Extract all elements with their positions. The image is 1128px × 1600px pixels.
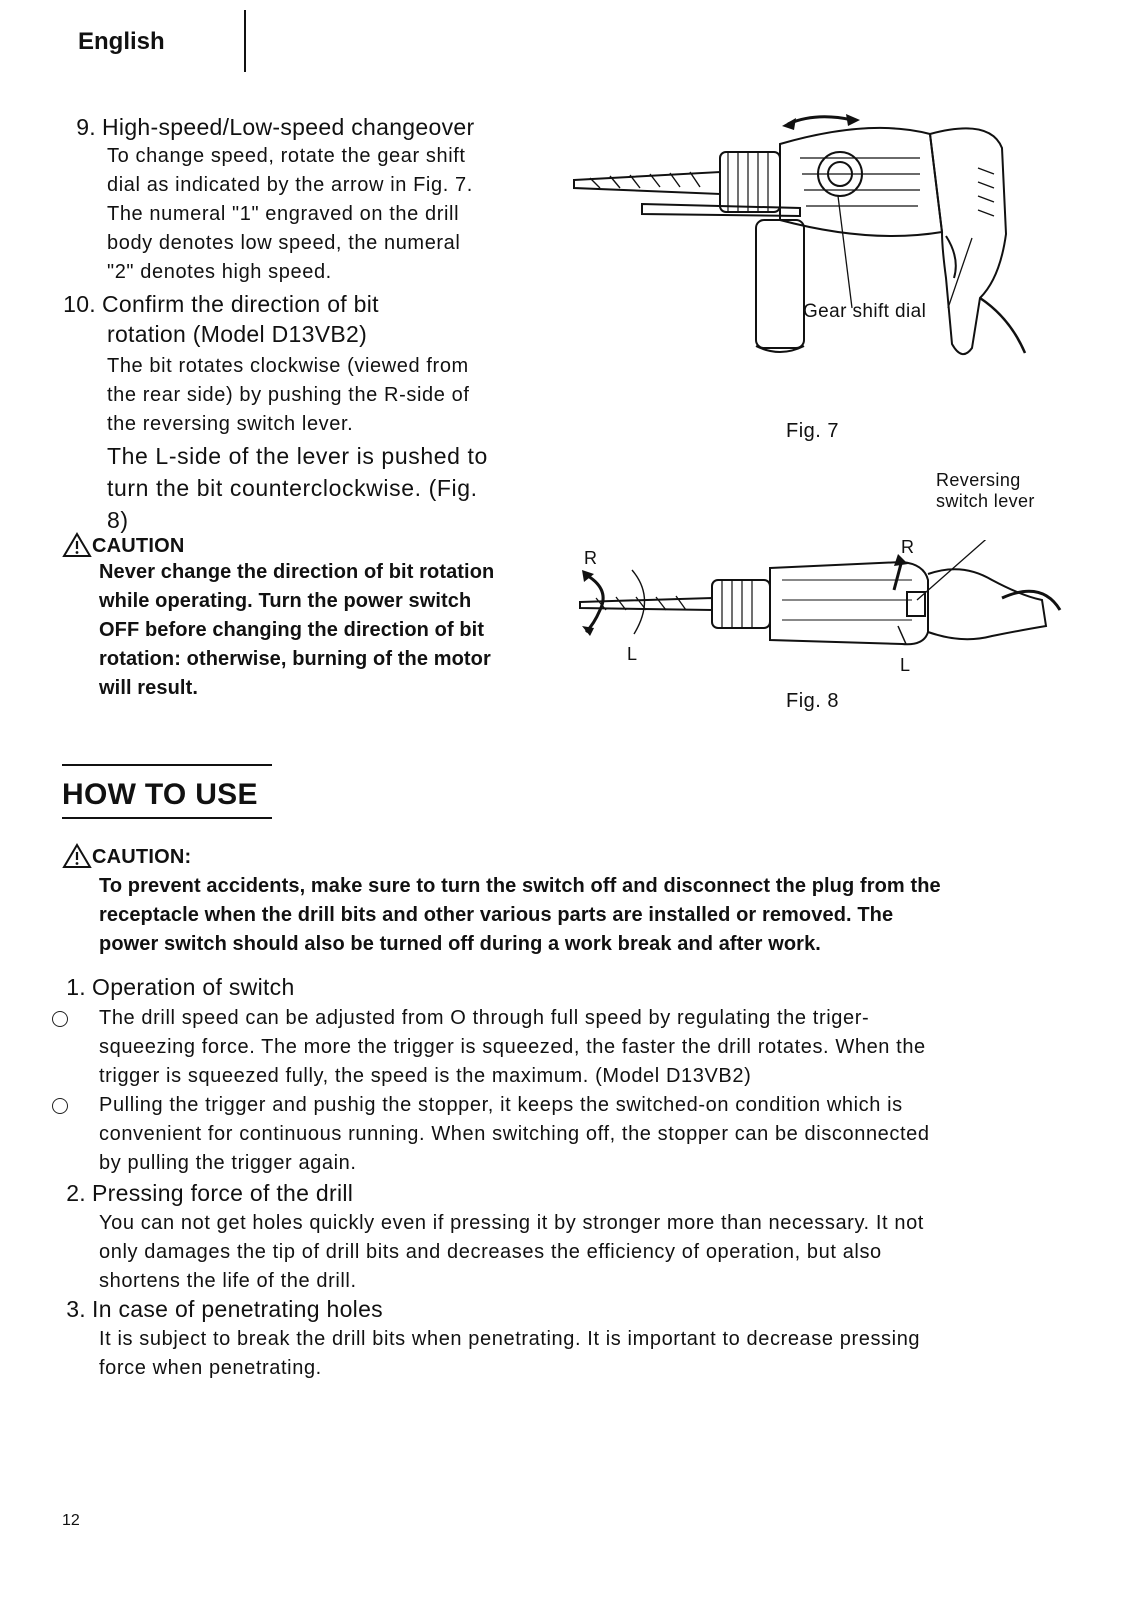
section-title: High-speed/Low-speed changeover (102, 114, 475, 140)
heading-rule-top (62, 764, 272, 766)
section-rotation-body-large (107, 440, 562, 536)
how-to-item-heading (62, 972, 1072, 1002)
warning-icon (62, 532, 92, 558)
text-line: The L-side of the lever is pushed to (107, 443, 488, 469)
how-to-item (62, 1178, 1072, 1296)
how-to-item-heading (62, 1178, 1072, 1208)
text-line: the reversing switch lever. (107, 413, 354, 435)
caution-title: CAUTION: (92, 846, 192, 868)
text-line: by pulling the trigger again. (99, 1152, 357, 1174)
item-title: In case of penetrating holes (92, 1296, 383, 1322)
section-title-continued: rotation (Model D13VB2) (107, 321, 368, 347)
text-line: only damages the tip of drill bits and decreases the efficiency of operation, but also (99, 1241, 882, 1263)
text-line: 8) (107, 507, 129, 533)
section-number: 10. (63, 291, 96, 317)
circle-bullet-icon (52, 1011, 68, 1027)
how-to-item (62, 1294, 1072, 1383)
fig8-label-reversing-switch-lever (936, 470, 1035, 512)
section-rotation-heading (62, 289, 562, 319)
text-line: To change speed, rotate the gear shift (107, 145, 466, 167)
item-number: 2. (66, 1180, 86, 1206)
text-line: It is subject to break the drill bits when penetrating. It is important to decrease pressing (99, 1328, 921, 1350)
text-line: convenient for continuous running. When switching off, the stopper can be disconnected (99, 1123, 930, 1145)
fig8-caption: Fig. 8 (786, 690, 840, 712)
text-line: the rear side) by pushing the R-side of (107, 384, 470, 406)
text-line: The drill speed can be adjusted from O through full speed by regulating the triger- (99, 1007, 870, 1029)
text-line: Pulling the trigger and pushig the stopper, it keeps the switched-on condition which is (99, 1094, 903, 1116)
text-line: Never change the direction of bit rotation (99, 561, 495, 583)
bullet-item (62, 1091, 1072, 1178)
text-line: The bit rotates clockwise (viewed from (107, 355, 469, 377)
fig8-r-left: R (584, 548, 598, 568)
fig7-caption: Fig. 7 (786, 420, 840, 442)
fig8-drill-illustration (572, 540, 1062, 670)
text-line: trigger is squeezed fully, the speed is the maximum. (Model D13VB2) (99, 1065, 752, 1087)
text-line: will result. (99, 677, 199, 699)
language-label: English (78, 28, 165, 55)
item-number: 3. (66, 1296, 86, 1322)
fig8-r-right: R (901, 537, 915, 557)
item-title: Operation of switch (92, 974, 295, 1000)
text-line: Reversing (936, 470, 1021, 490)
text-line: force when penetrating. (99, 1357, 322, 1379)
text-line: OFF before changing the direction of bit (99, 619, 485, 641)
text-line: turn the bit counterclockwise. (Fig. (107, 475, 478, 501)
how-to-use-caution-text (99, 872, 1079, 959)
bullet-item (62, 1004, 1072, 1091)
text-line: You can not get holes quickly even if pressing it by stronger more than necessary. It not (99, 1212, 924, 1234)
how-to-item (62, 972, 1072, 1178)
how-to-use-caution-heading (62, 843, 191, 869)
section-speed-body (107, 142, 562, 287)
caution-text (99, 558, 572, 703)
header-divider (244, 10, 246, 72)
text-line: shortens the life of the drill. (99, 1270, 357, 1292)
how-to-item-heading (62, 1294, 1072, 1324)
caution-title: CAUTION (92, 535, 185, 557)
caution-heading (62, 532, 572, 558)
bullet-text (99, 1004, 1072, 1091)
text-line: rotation: otherwise, burning of the motor (99, 648, 491, 670)
heading-rule-bottom (62, 817, 272, 819)
section-speed-heading (62, 112, 562, 142)
text-line: body denotes low speed, the numeral (107, 232, 461, 254)
text-line: squeezing force. The more the trigger is squeezed, the faster the drill rotates. When the (99, 1036, 926, 1058)
fig8-l-left: L (627, 644, 638, 664)
fig7-drill-illustration (570, 108, 1080, 368)
text-line: "2" denotes high speed. (107, 261, 332, 283)
fig7-label-gear-shift-dial: Gear shift dial (803, 301, 927, 322)
item-body (99, 1209, 1072, 1296)
fig8-l-right: L (900, 655, 911, 675)
text-line: power switch should also be turned off during a work break and after work. (99, 933, 821, 955)
text-line: To prevent accidents, make sure to turn the switch off and disconnect the plug from the (99, 875, 941, 897)
item-body (99, 1325, 1072, 1383)
circle-bullet-icon (52, 1098, 68, 1114)
text-line: dial as indicated by the arrow in Fig. 7. (107, 174, 473, 196)
section-rotation (62, 289, 562, 536)
section-rotation-body (107, 352, 562, 439)
caution-block (62, 532, 572, 703)
item-title: Pressing force of the drill (92, 1180, 354, 1206)
page-number: 12 (62, 1512, 80, 1529)
text-line: receptacle when the drill bits and other various parts are installed or removed. The (99, 904, 894, 926)
warning-icon (62, 843, 92, 869)
section-title: Confirm the direction of bit (102, 291, 379, 317)
section-number: 9. (76, 114, 96, 140)
how-to-use-heading: HOW TO USE (62, 778, 258, 811)
section-speed (62, 112, 562, 287)
text-line: while operating. Turn the power switch (99, 590, 472, 612)
item-number: 1. (66, 974, 86, 1000)
text-line: switch lever (936, 491, 1035, 511)
bullet-text (99, 1091, 1072, 1178)
text-line: The numeral "1" engraved on the drill (107, 203, 460, 225)
